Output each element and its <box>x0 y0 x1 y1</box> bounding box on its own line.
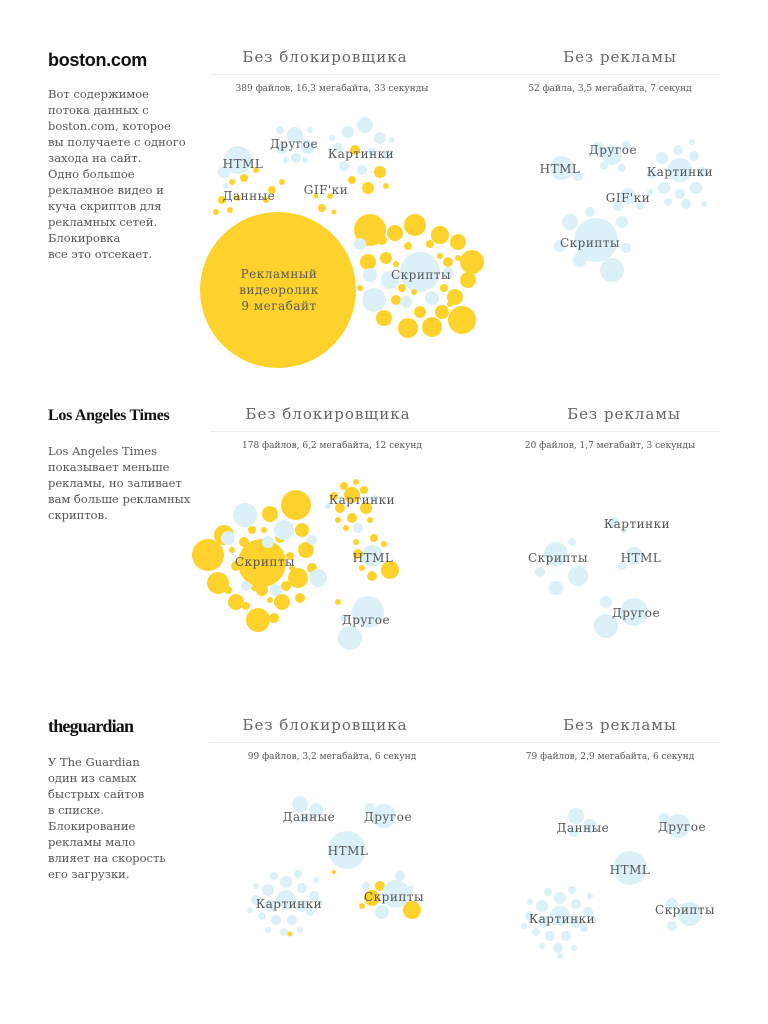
ad-resource-bubble <box>376 310 392 326</box>
content-resource-bubble <box>585 207 595 217</box>
ad-resource-bubble <box>239 537 249 547</box>
content-resource-bubble <box>297 927 303 933</box>
label-html: HTML <box>609 863 651 877</box>
label-data: Данные <box>282 810 336 824</box>
ad-resource-bubble <box>367 517 373 523</box>
ad-resource-bubble <box>359 565 365 571</box>
content-resource-bubble <box>302 157 308 163</box>
label-gifs: GIF'ки <box>303 183 349 197</box>
ad-resource-bubble <box>443 257 453 267</box>
ad-resource-bubble <box>288 932 293 937</box>
ad-resource-bubble <box>447 301 453 307</box>
ad-resource-bubble <box>288 568 308 588</box>
section-lat <box>0 390 768 710</box>
section-boston <box>0 0 768 390</box>
content-resource-bubble <box>253 883 259 889</box>
ad-resource-bubble <box>377 235 387 245</box>
ad-resource-bubble <box>335 517 341 523</box>
label-html: HTML <box>222 157 264 171</box>
content-resource-bubble <box>616 216 628 228</box>
ad-resource-bubble <box>353 539 359 545</box>
content-resource-bubble <box>425 291 439 305</box>
content-resource-bubble <box>600 258 624 282</box>
content-resource-bubble <box>675 189 685 199</box>
content-resource-bubble <box>374 132 386 144</box>
label-scripts: Скрипты <box>527 551 589 565</box>
ad-resource-bubble <box>242 602 250 610</box>
label-images: Картинки <box>328 493 396 507</box>
ad-resource-bubble <box>251 585 257 591</box>
site-description: Los Angeles Times показывает меньше рекламы, но заливает вам больше рекламных скриптов. <box>48 444 191 522</box>
content-resource-bubble <box>241 581 251 591</box>
ad-resource-bubble <box>318 204 326 212</box>
bubble-chart-boston <box>0 0 768 390</box>
ad-resource-bubble <box>357 285 363 291</box>
content-resource-bubble <box>689 151 699 161</box>
content-resource-bubble <box>357 117 373 133</box>
content-resource-bubble <box>395 871 405 881</box>
guardian-logo: theguardian <box>48 716 134 736</box>
content-resource-bubble <box>587 893 593 899</box>
content-resource-bubble <box>568 886 576 894</box>
ad-resource-bubble <box>431 226 449 244</box>
content-resource-bubble <box>681 199 691 209</box>
content-resource-bubble <box>221 531 235 545</box>
stats-no-ads: 52 файла, 3,5 мегабайта, 7 секунд <box>528 84 692 94</box>
content-resource-bubble <box>561 931 571 941</box>
content-resource-bubble <box>329 135 335 141</box>
label-other: Другое <box>269 137 319 151</box>
content-resource-bubble <box>549 581 563 595</box>
ad-resource-bubble <box>370 534 378 542</box>
ad-resource-bubble <box>362 182 374 194</box>
label-other: Другое <box>611 606 661 620</box>
content-resource-bubble <box>342 126 354 138</box>
content-resource-bubble <box>656 152 668 164</box>
label-images: Картинки <box>528 912 596 926</box>
bubbles-guardian-with-ads <box>247 796 424 937</box>
ad-resource-bubble <box>279 179 285 185</box>
column-title-with-ads: Без блокировщика <box>242 716 408 734</box>
content-resource-bubble <box>258 912 266 920</box>
content-resource-bubble <box>571 899 581 909</box>
ad-resource-bubble <box>414 306 426 318</box>
label-other: Другое <box>341 613 391 627</box>
ad-resource-bubble <box>404 214 426 236</box>
label-video-line-2: видеоролик <box>239 283 319 297</box>
content-resource-bubble <box>521 923 527 929</box>
content-resource-bubble <box>554 892 566 904</box>
content-resource-bubble <box>701 201 707 207</box>
ad-resource-bubble <box>383 183 389 189</box>
content-resource-bubble <box>339 161 349 171</box>
content-resource-bubble <box>262 884 274 896</box>
content-resource-bubble <box>291 153 301 163</box>
site-description: У The Guardian один из самых быстрых сайтов в списке. Блокирование рекламы мало влияет на скорость его загрузки. <box>48 755 166 881</box>
content-resource-bubble <box>667 921 677 931</box>
ad-resource-bubble <box>229 547 235 553</box>
content-resource-bubble <box>271 915 281 925</box>
ad-resource-bubble <box>381 541 387 547</box>
content-resource-bubble <box>536 900 548 912</box>
content-resource-bubble <box>673 145 683 155</box>
ad-resource-bubble <box>262 506 278 522</box>
ad-resource-bubble <box>240 174 248 182</box>
column-title-no-ads: Без рекламы <box>563 716 677 734</box>
ad-resource-bubble <box>398 318 418 338</box>
content-resource-bubble <box>568 538 576 546</box>
content-resource-bubble <box>571 945 577 951</box>
content-resource-bubble <box>307 127 313 133</box>
ad-resource-bubble <box>391 295 401 305</box>
ad-resource-bubble <box>340 482 348 490</box>
section-guardian <box>0 700 768 1024</box>
content-resource-bubble <box>600 596 612 608</box>
label-images: Картинки <box>646 165 714 179</box>
ad-resource-bubble <box>332 210 337 215</box>
ad-resource-bubble <box>435 305 449 319</box>
label-html: HTML <box>352 551 394 565</box>
label-images: Картинки <box>603 517 671 531</box>
label-images: Картинки <box>255 897 323 911</box>
content-resource-bubble <box>338 626 362 650</box>
label-video-line-1: Рекламный <box>240 267 318 281</box>
ad-resource-bubble <box>274 594 290 610</box>
bubble-chart-guardian <box>0 700 768 1024</box>
stats-no-ads: 20 файлов, 1,7 мегабайт, 3 секунды <box>524 441 696 451</box>
content-resource-bubble <box>362 882 370 890</box>
stats-with-ads: 178 файлов, 6,2 мегабайта, 12 секунд <box>242 441 422 451</box>
ad-resource-bubble <box>387 225 403 241</box>
ad-resource-bubble <box>343 525 349 531</box>
ad-resource-bubble <box>437 253 443 259</box>
content-resource-bubble <box>354 238 366 250</box>
ad-resource-bubble <box>228 594 244 610</box>
label-images: Картинки <box>327 147 395 161</box>
content-resource-bubble <box>664 198 672 206</box>
ad-resource-bubble <box>348 176 356 184</box>
content-resource-bubble <box>297 883 307 893</box>
content-resource-bubble <box>658 182 670 194</box>
content-resource-bubble <box>621 243 631 253</box>
ad-resource-bubble <box>335 599 341 605</box>
content-resource-bubble <box>233 503 257 527</box>
ad-resource-bubble <box>261 527 267 533</box>
label-scripts: Скрипты <box>654 903 716 917</box>
ad-resource-bubble <box>273 573 279 579</box>
ad-resource-bubble <box>360 254 376 270</box>
content-resource-bubble <box>400 296 412 308</box>
ad-resource-bubble <box>227 207 233 213</box>
content-resource-bubble <box>573 253 587 267</box>
label-video-line-3: 9 мегабайт <box>241 299 317 313</box>
content-resource-bubble <box>287 915 297 925</box>
ad-resource-bubble <box>422 317 442 337</box>
label-data: Данные <box>222 189 276 203</box>
content-resource-bubble <box>363 268 377 282</box>
content-resource-bubble <box>294 870 302 878</box>
ad-resource-bubble <box>460 272 476 288</box>
label-scripts: Скрипты <box>234 555 296 569</box>
content-resource-bubble <box>270 872 278 880</box>
bubbles-lat-with-ads <box>192 479 399 650</box>
content-resource-bubble <box>362 288 386 312</box>
content-resource-bubble <box>280 928 288 936</box>
ad-resource-bubble <box>192 539 224 571</box>
ad-resource-bubble <box>426 240 434 248</box>
ad-resource-bubble <box>347 513 357 523</box>
bubble-chart-lat <box>0 390 768 710</box>
content-resource-bubble <box>618 164 626 172</box>
ad-resource-bubble <box>243 573 249 579</box>
ad-resource-bubble <box>295 523 309 537</box>
label-other: Другое <box>363 810 413 824</box>
content-resource-bubble <box>313 877 319 883</box>
content-resource-bubble <box>357 165 367 175</box>
ad-resource-bubble <box>380 252 392 264</box>
content-resource-bubble <box>568 566 588 586</box>
ad-resource-bubble <box>229 179 235 185</box>
content-resource-bubble <box>600 162 608 170</box>
label-gifs: GIF'ки <box>605 191 651 205</box>
content-resource-bubble <box>353 523 363 533</box>
content-resource-bubble <box>553 943 563 953</box>
stats-no-ads: 79 файлов, 2,9 мегабайта, 6 секунд <box>525 752 695 762</box>
label-html: HTML <box>539 162 581 176</box>
ad-resource-bubble <box>460 250 484 274</box>
ad-resource-bubble <box>256 584 268 596</box>
content-resource-bubble <box>375 905 389 919</box>
label-data: Данные <box>556 821 610 835</box>
content-resource-bubble <box>532 928 540 936</box>
ad-resource-bubble <box>281 581 291 591</box>
label-scripts: Скрипты <box>363 890 425 904</box>
stats-with-ads: 99 файлов, 3,2 мегабайта, 6 секунд <box>247 752 417 762</box>
label-scripts: Скрипты <box>390 268 452 282</box>
content-resource-bubble <box>276 126 284 134</box>
label-html: HTML <box>327 844 369 858</box>
column-title-with-ads: Без блокировщика <box>245 405 411 423</box>
ad-resource-bubble <box>455 255 461 261</box>
content-resource-bubble <box>389 137 395 143</box>
ad-resource-bubble <box>295 593 305 603</box>
content-resource-bubble <box>562 214 578 230</box>
column-title-with-ads: Без блокировщика <box>242 48 408 66</box>
lat-logo: Los Angeles Times <box>48 407 170 424</box>
content-resource-bubble <box>283 157 289 163</box>
ad-resource-bubble <box>269 613 279 623</box>
ad-resource-bubble <box>353 479 359 485</box>
content-resource-bubble <box>544 888 552 896</box>
content-resource-bubble <box>262 536 274 548</box>
ad-resource-bubble <box>411 289 417 295</box>
content-resource-bubble <box>270 584 282 596</box>
ad-resource-bubble <box>374 166 386 178</box>
label-scripts: Скрипты <box>559 236 621 250</box>
bubbles-lat-no-ads <box>528 517 670 638</box>
content-resource-bubble <box>527 899 533 905</box>
ad-resource-bubble <box>450 234 466 250</box>
content-resource-bubble <box>539 943 545 949</box>
column-title-no-ads: Без рекламы <box>563 48 677 66</box>
ad-resource-bubble <box>393 261 399 267</box>
content-resource-bubble <box>307 535 317 545</box>
ad-resource-bubble <box>367 571 377 581</box>
content-resource-bubble <box>280 876 292 888</box>
content-resource-bubble <box>265 927 271 933</box>
content-resource-bubble <box>545 931 555 941</box>
site-description: Вот содержимое потока данных с boston.com, которое вы получаете с одного захода на сайт. Одно большое рекламное видео и куча скриптов для рекламных сетей. Блокировка все это отсекает. <box>48 87 186 261</box>
content-resource-bubble <box>535 567 545 577</box>
cluster-scripts <box>535 538 588 595</box>
content-resource-bubble <box>557 953 563 959</box>
ad-resource-bubble <box>248 526 256 534</box>
ad-resource-bubble <box>267 597 273 603</box>
ad-resource-bubble <box>448 306 476 334</box>
bubbles-boston-with-ads <box>200 117 484 368</box>
content-resource-bubble <box>689 139 695 145</box>
ad-resource-bubble <box>332 870 336 874</box>
ad-resource-bubble <box>398 284 406 292</box>
bubbles-boston-no-ads <box>540 139 714 282</box>
bubbles-guardian-no-ads <box>521 808 715 959</box>
ad-resource-bubble <box>246 608 270 632</box>
content-resource-bubble <box>247 907 253 913</box>
ad-resource-bubble <box>281 490 311 520</box>
label-other: Другое <box>588 143 638 157</box>
label-other: Другое <box>657 820 707 834</box>
content-resource-bubble <box>690 182 702 194</box>
ad-resource-bubble <box>213 209 219 215</box>
stats-with-ads: 389 файлов, 16,3 мегабайта, 33 секунды <box>235 84 429 94</box>
ad-resource-bubble <box>440 284 448 292</box>
ad-resource-bubble <box>224 586 232 594</box>
label-html: HTML <box>620 551 662 565</box>
ad-resource-bubble <box>404 242 412 250</box>
boston-logo: boston.com <box>48 50 147 70</box>
content-resource-bubble <box>309 569 327 587</box>
column-title-no-ads: Без рекламы <box>567 405 681 423</box>
content-resource-bubble <box>274 520 294 540</box>
